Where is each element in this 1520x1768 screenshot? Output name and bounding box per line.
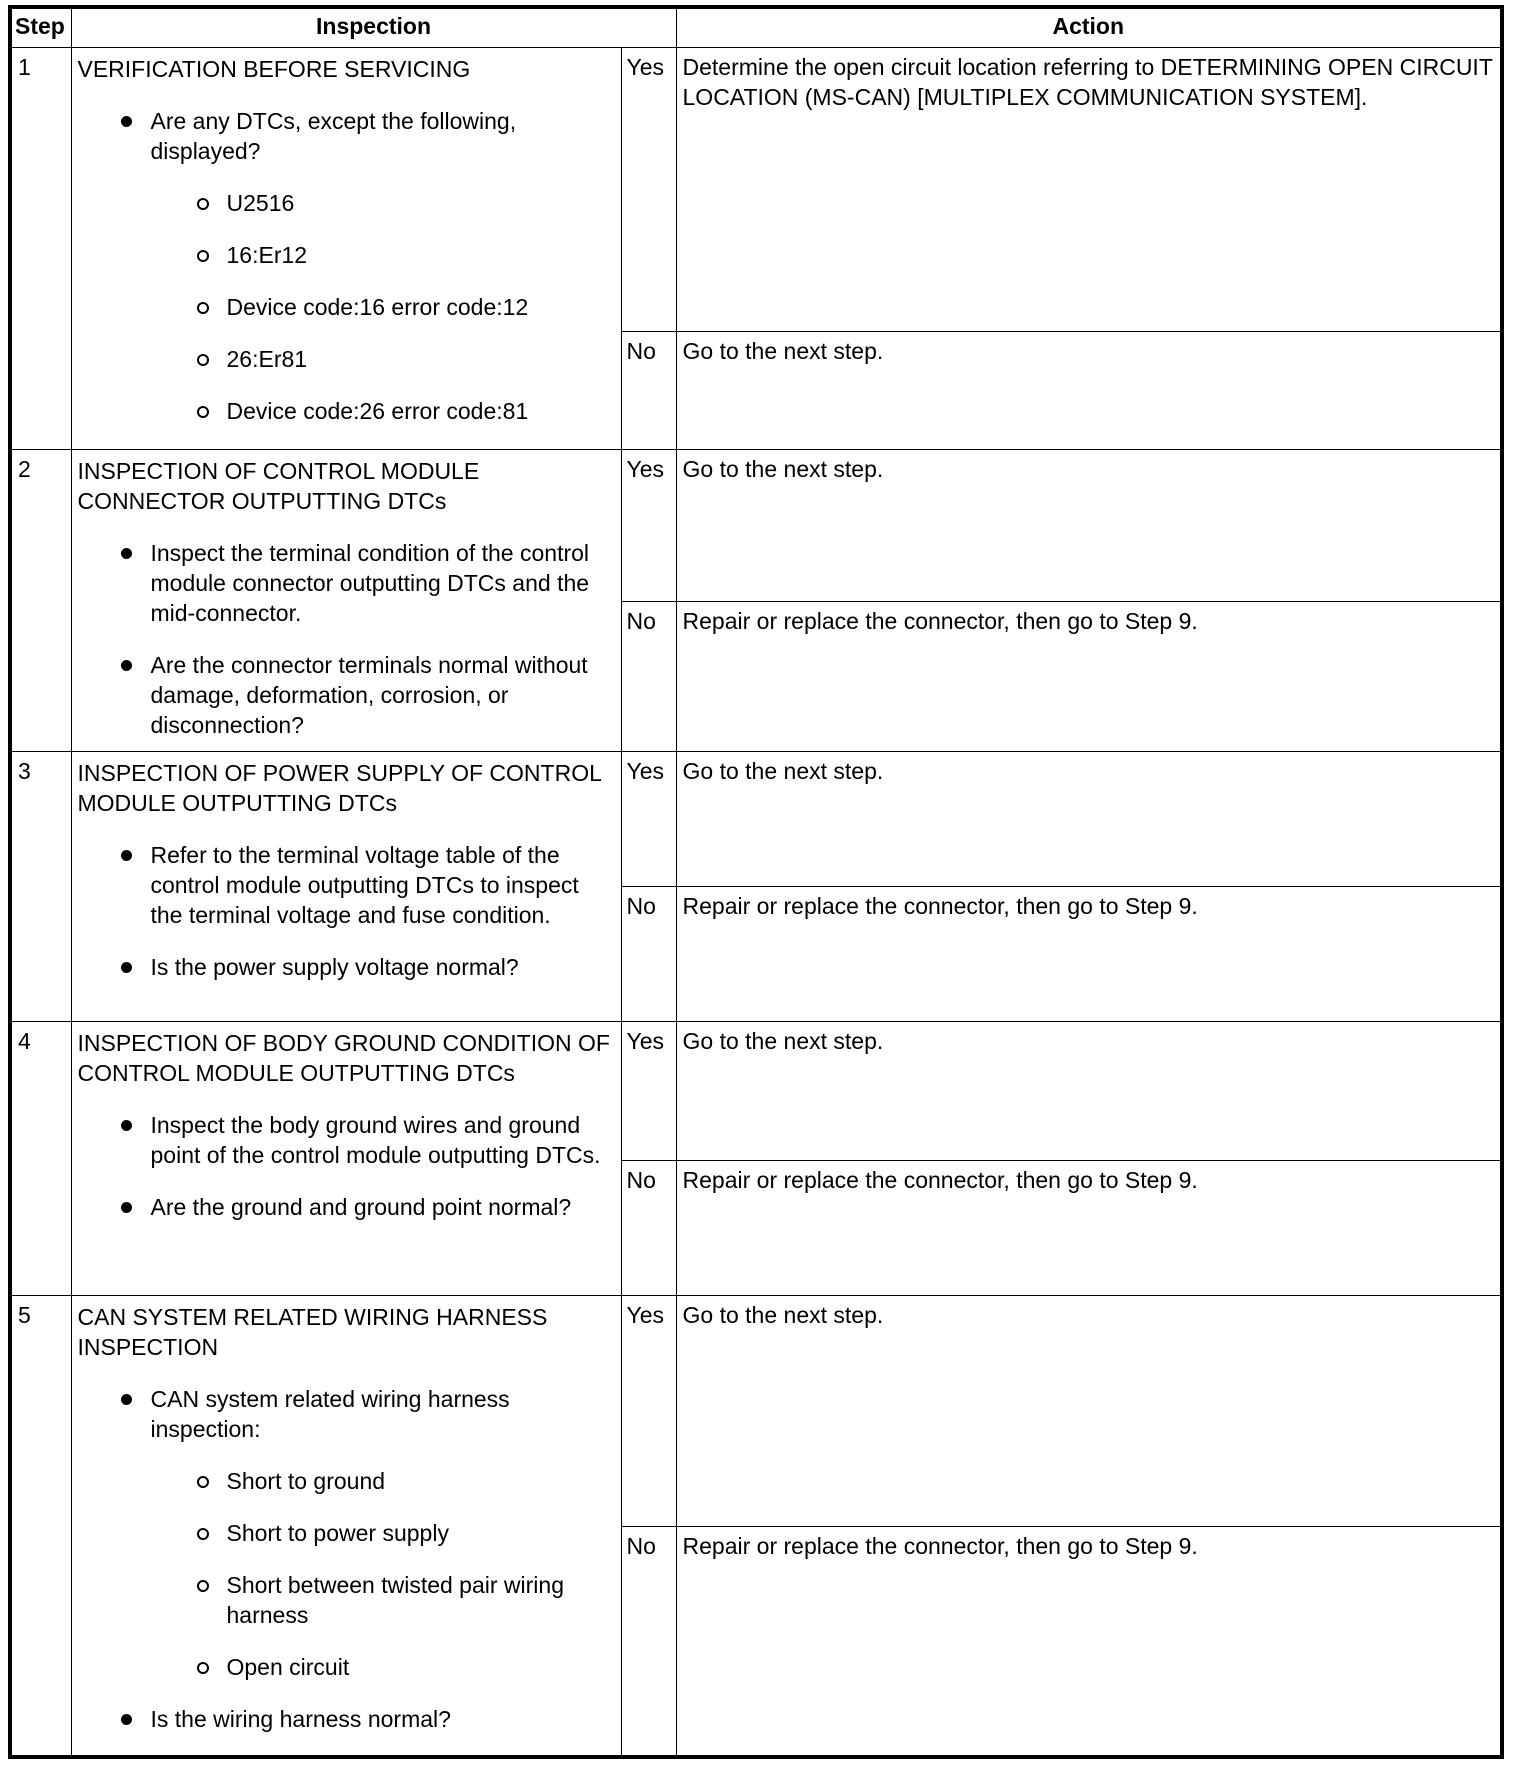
sub-bullet-item: Device code:16 error code:12: [78, 292, 615, 322]
no-label: No: [621, 887, 676, 1022]
yes-action: Go to the next step.: [676, 450, 1502, 602]
bullet-text: Are any DTCs, except the following, displayed?: [150, 108, 517, 164]
no-action: Repair or replace the connector, then go to Step 9.: [676, 1161, 1502, 1296]
yes-label: Yes: [621, 752, 676, 887]
sub-bullet-item: 26:Er81: [78, 344, 615, 374]
step-number: 1: [10, 48, 71, 450]
bullet-text: Refer to the terminal voltage table of the control module outputting DTCs to inspect the terminal voltage and fuse condition.: [150, 842, 579, 928]
header-action: Action: [676, 7, 1502, 48]
bullet-text: Is the wiring harness normal?: [150, 1706, 451, 1732]
bullet-item: [78, 1110, 615, 1170]
bullet-item: [78, 1704, 615, 1734]
yes-action: Determine the open circuit location referring to DETERMINING OPEN CIRCUIT LOCATION (MS-CAN) [MULTIPLEX COMMUNICATION SYSTEM].: [676, 48, 1502, 332]
sub-bullet-item: Open circuit: [78, 1652, 615, 1682]
bullet-list: [78, 106, 615, 166]
yes-action: Go to the next step.: [676, 1022, 1502, 1161]
bullet-item: [78, 840, 615, 930]
no-label: No: [621, 1527, 676, 1757]
bullet-text: Inspect the body ground wires and ground point of the control module outputting DTCs.: [150, 1112, 601, 1168]
bullet-list: [78, 840, 615, 982]
header-inspection: Inspection: [71, 7, 676, 48]
no-label: No: [621, 1161, 676, 1296]
step-title: INSPECTION OF BODY GROUND CONDITION OF CONTROL MODULE OUTPUTTING DTCs: [77, 1030, 610, 1086]
bullet-list: [78, 1384, 615, 1444]
yes-label: Yes: [621, 48, 676, 332]
no-label: No: [621, 602, 676, 752]
step-title: VERIFICATION BEFORE SERVICING: [77, 56, 471, 82]
inspection-cell: [71, 48, 621, 450]
step-number: 3: [10, 752, 71, 1022]
yes-action: Go to the next step.: [676, 752, 1502, 887]
sub-bullet-item: Short to power supply: [78, 1518, 615, 1548]
inspection-cell: [71, 1296, 621, 1757]
yes-label: Yes: [621, 450, 676, 602]
no-action: Repair or replace the connector, then go to Step 9.: [676, 887, 1502, 1022]
sub-bullet-list: [78, 188, 615, 426]
sub-bullet-item: 16:Er12: [78, 240, 615, 270]
bullet-text: Are the ground and ground point normal?: [150, 1194, 572, 1220]
no-action: Repair or replace the connector, then go to Step 9.: [676, 602, 1502, 752]
no-action: Repair or replace the connector, then go to Step 9.: [676, 1527, 1502, 1757]
sub-bullet-item: Device code:26 error code:81: [78, 396, 615, 426]
bullet-list: [78, 1704, 615, 1734]
step-title: INSPECTION OF CONTROL MODULE CONNECTOR OUTPUTTING DTCs: [77, 458, 480, 514]
no-label: No: [621, 332, 676, 450]
step-number: 4: [10, 1022, 71, 1296]
bullet-text: Are the connector terminals normal without damage, deformation, corrosion, or disconnection?: [150, 652, 588, 738]
sub-bullet-item: Short to ground: [78, 1466, 615, 1496]
bullet-item: [78, 1384, 615, 1444]
bullet-item: [78, 1192, 615, 1222]
yes-action: Go to the next step.: [676, 1296, 1502, 1527]
table-header-row: [10, 7, 1502, 48]
step-row-yes: [10, 1022, 1502, 1161]
bullet-text: CAN system related wiring harness inspection:: [150, 1386, 510, 1442]
step-number: 2: [10, 450, 71, 752]
bullet-list: [78, 538, 615, 740]
bullet-item: [78, 952, 615, 982]
bullet-text: Is the power supply voltage normal?: [150, 954, 519, 980]
inspection-cell: [71, 450, 621, 752]
yes-label: Yes: [621, 1022, 676, 1161]
bullet-list: [78, 1110, 615, 1222]
inspection-cell: [71, 1022, 621, 1296]
step-row-yes: [10, 752, 1502, 887]
header-step: Step: [10, 7, 71, 48]
diagnostic-procedure-table: [8, 5, 1504, 1759]
step-row-yes: [10, 450, 1502, 602]
bullet-item: [78, 106, 615, 166]
bullet-item: [78, 650, 615, 740]
step-title: INSPECTION OF POWER SUPPLY OF CONTROL MODULE OUTPUTTING DTCs: [77, 760, 602, 816]
sub-bullet-list: [78, 1466, 615, 1682]
step-row-yes: [10, 1296, 1502, 1527]
yes-label: Yes: [621, 1296, 676, 1527]
no-action: Go to the next step.: [676, 332, 1502, 450]
bullet-text: Inspect the terminal condition of the control module connector outputting DTCs and the mid-connector.: [150, 540, 590, 626]
step-row-yes: [10, 48, 1502, 332]
bullet-item: [78, 538, 615, 628]
step-title: CAN SYSTEM RELATED WIRING HARNESS INSPECTION: [77, 1304, 548, 1360]
step-number: 5: [10, 1296, 71, 1757]
sub-bullet-item: U2516: [78, 188, 615, 218]
inspection-cell: [71, 752, 621, 1022]
sub-bullet-item: Short between twisted pair wiring harness: [78, 1570, 615, 1630]
